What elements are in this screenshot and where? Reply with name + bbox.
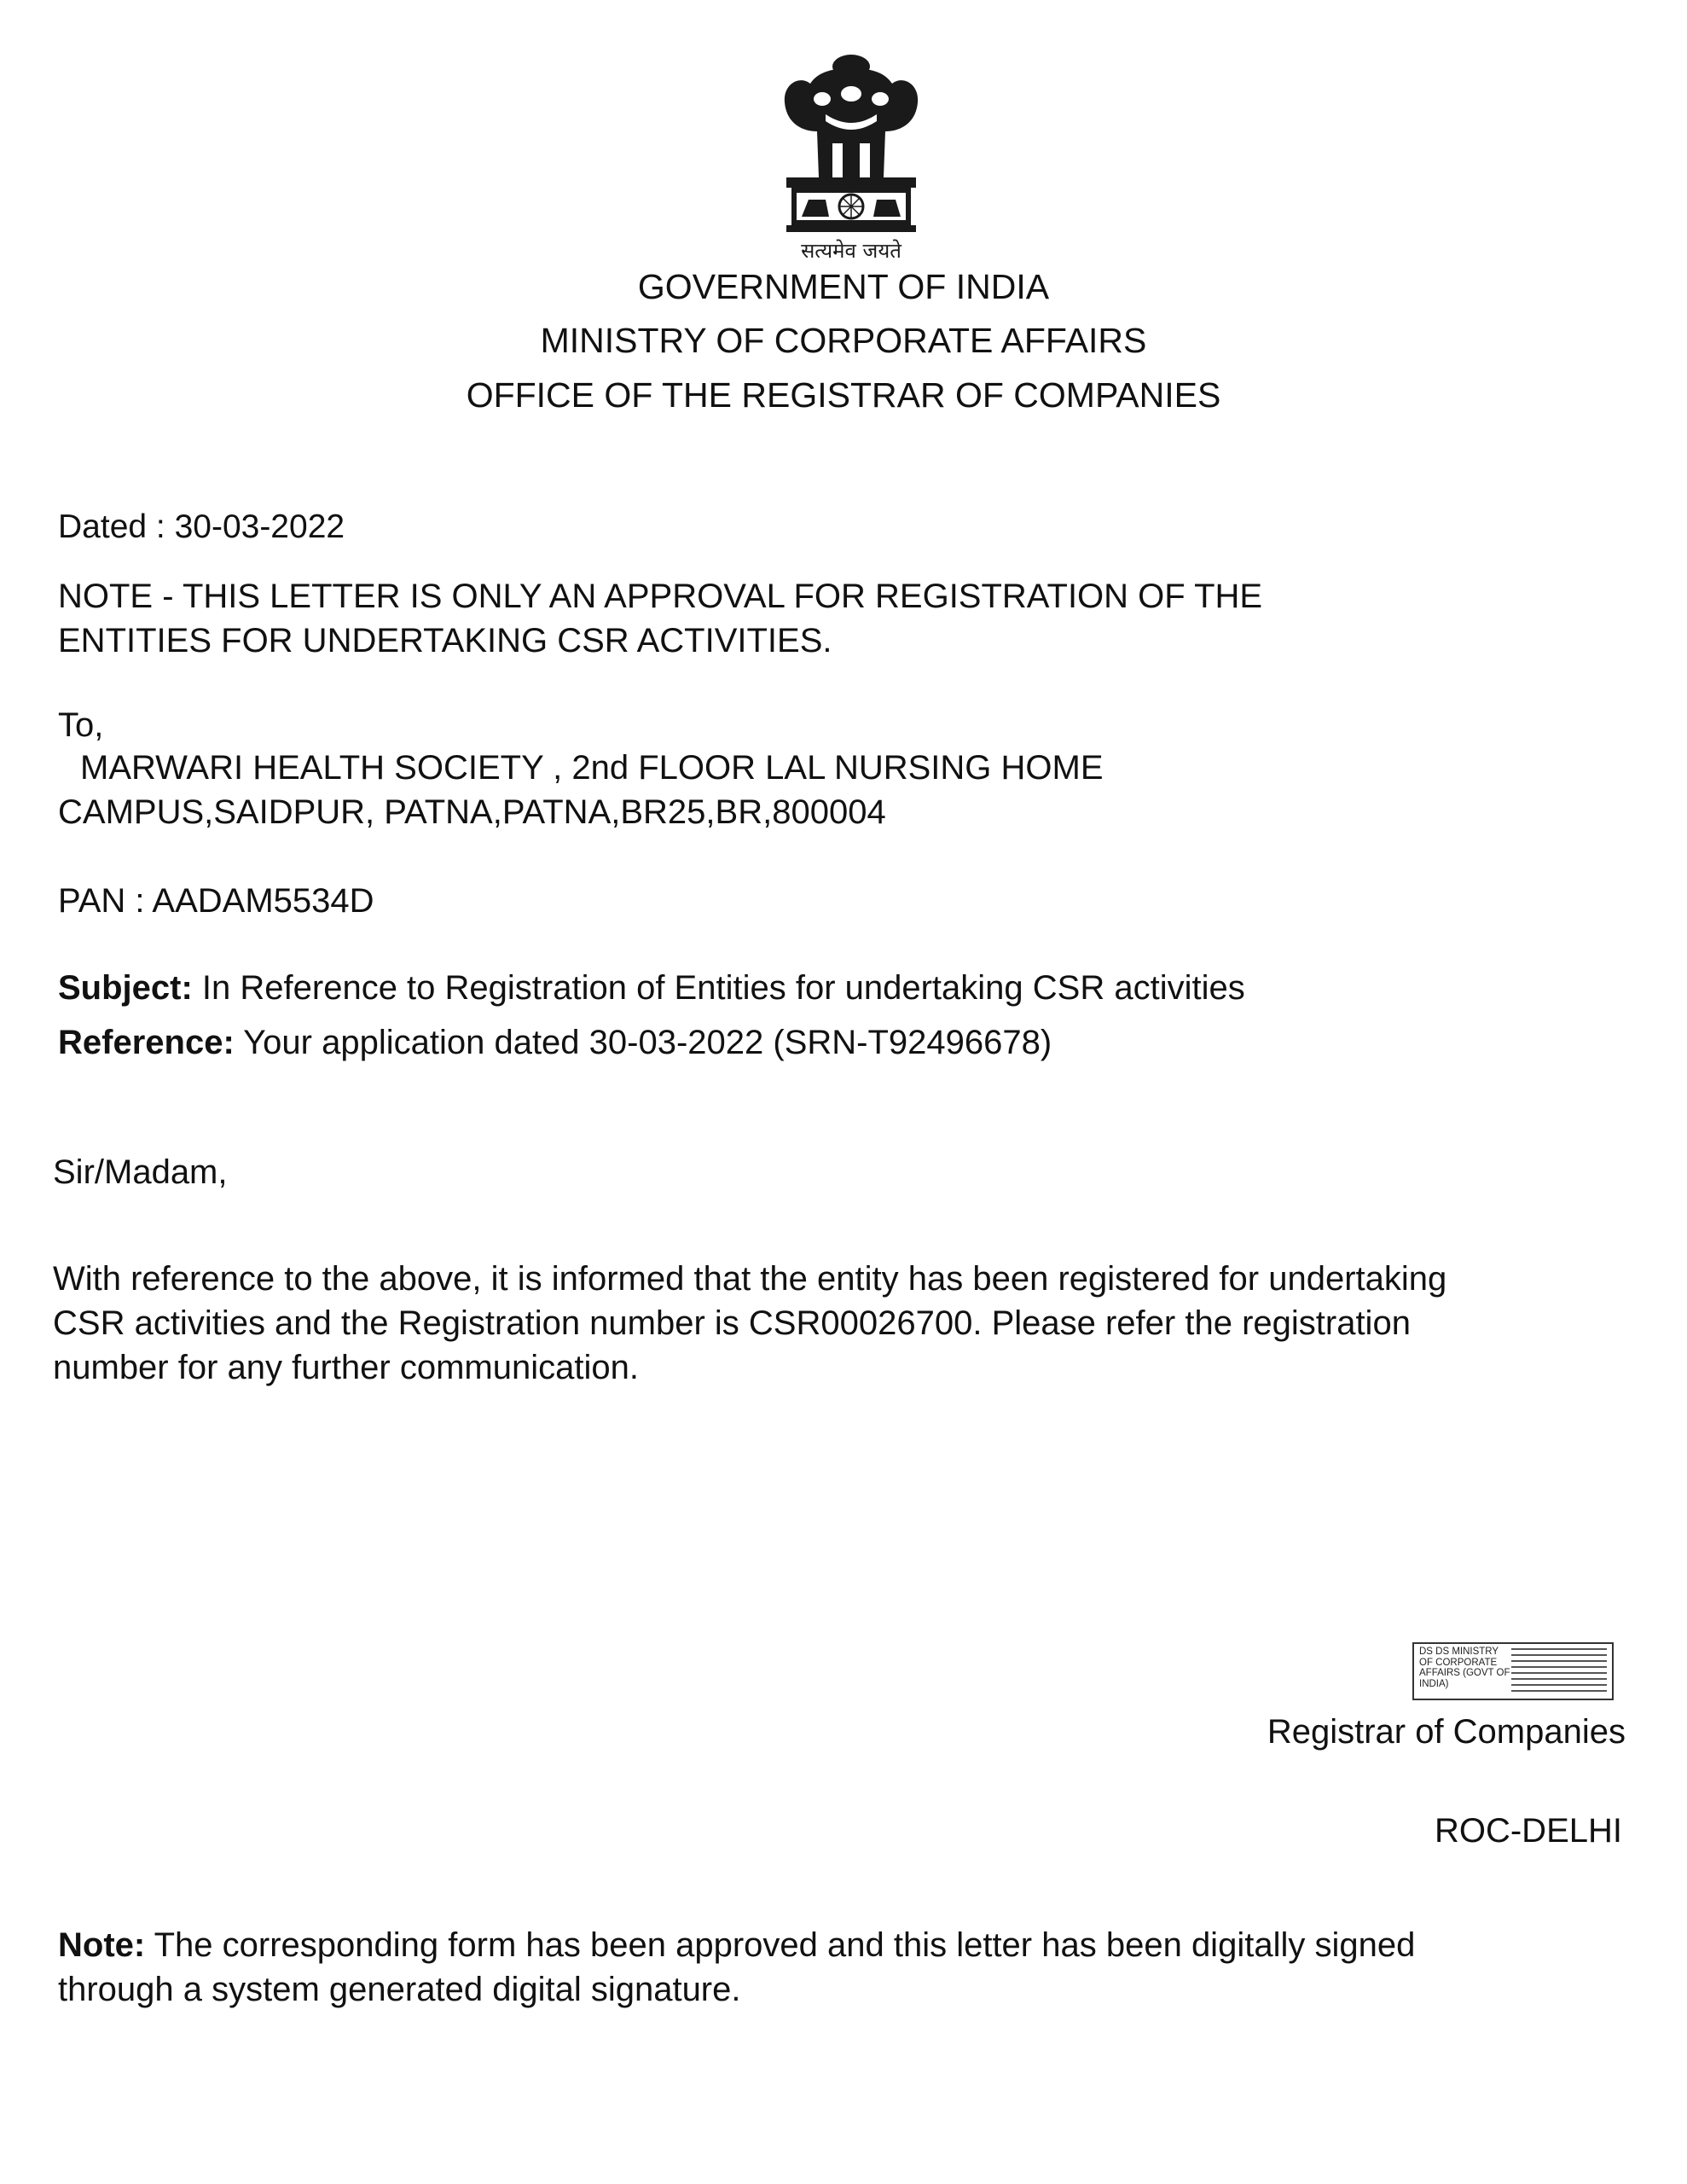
header-government: GOVERNMENT OF INDIA bbox=[637, 267, 1050, 306]
signature-line-3: AFFAIRS (GOVT OF bbox=[1419, 1668, 1510, 1678]
note-bottom-line-1 bbox=[58, 1923, 1415, 1967]
note-bottom-label: Note: bbox=[58, 1926, 146, 1964]
to-label: To, bbox=[58, 706, 104, 744]
signature-fine-print bbox=[1511, 1648, 1607, 1696]
reference-line bbox=[58, 1020, 1052, 1065]
reference-text: Your application dated 30-03-2022 (SRN-T92496678) bbox=[234, 1024, 1052, 1061]
national-emblem-icon bbox=[749, 49, 954, 268]
note-bottom-line-2: through a system generated digital signature. bbox=[58, 1971, 741, 2008]
note-top-line-2: ENTITIES FOR UNDERTAKING CSR ACTIVITIES. bbox=[58, 622, 832, 659]
signatory-title: Registrar of Companies bbox=[1267, 1713, 1626, 1751]
salutation: Sir/Madam, bbox=[53, 1153, 228, 1191]
subject-text: In Reference to Registration of Entities for undertaking CSR activities bbox=[192, 969, 1245, 1007]
signature-line-2: OF CORPORATE bbox=[1419, 1657, 1498, 1668]
addressee-line-1: MARWARI HEALTH SOCIETY , 2nd FLOOR LAL NURSING HOME bbox=[80, 749, 1104, 787]
digital-signature-stamp bbox=[1412, 1642, 1614, 1700]
body-line-1: With reference to the above, it is informed that the entity has been registered for undertaking bbox=[53, 1260, 1447, 1298]
body-line-2: CSR activities and the Registration number is CSR00026700. Please refer the registration bbox=[53, 1304, 1411, 1342]
signature-line-1: DS DS MINISTRY bbox=[1419, 1647, 1499, 1657]
subject-label: Subject: bbox=[58, 969, 193, 1007]
emblem-motto: सत्यमेव जयते bbox=[801, 239, 901, 263]
pan-line: PAN : AADAM5534D bbox=[58, 882, 374, 920]
addressee-line-2: CAMPUS,SAIDPUR, PATNA,PATNA,BR25,BR,800004 bbox=[58, 793, 886, 831]
signatory-office: ROC-DELHI bbox=[1434, 1812, 1622, 1850]
dated-line: Dated : 30-03-2022 bbox=[58, 508, 345, 545]
note-top-line-1: NOTE - THIS LETTER IS ONLY AN APPROVAL FOR REGISTRATION OF THE bbox=[58, 578, 1263, 615]
subject-line bbox=[58, 966, 1245, 1010]
note-bottom-text-1: The corresponding form has been approved and this letter has been digitally signed bbox=[145, 1926, 1416, 1964]
header-ministry: MINISTRY OF CORPORATE AFFAIRS bbox=[540, 321, 1147, 360]
header-office: OFFICE OF THE REGISTRAR OF COMPANIES bbox=[466, 375, 1221, 415]
signature-line-4: INDIA) bbox=[1419, 1678, 1449, 1689]
body-line-3: number for any further communication. bbox=[53, 1349, 639, 1386]
reference-label: Reference: bbox=[58, 1024, 235, 1061]
